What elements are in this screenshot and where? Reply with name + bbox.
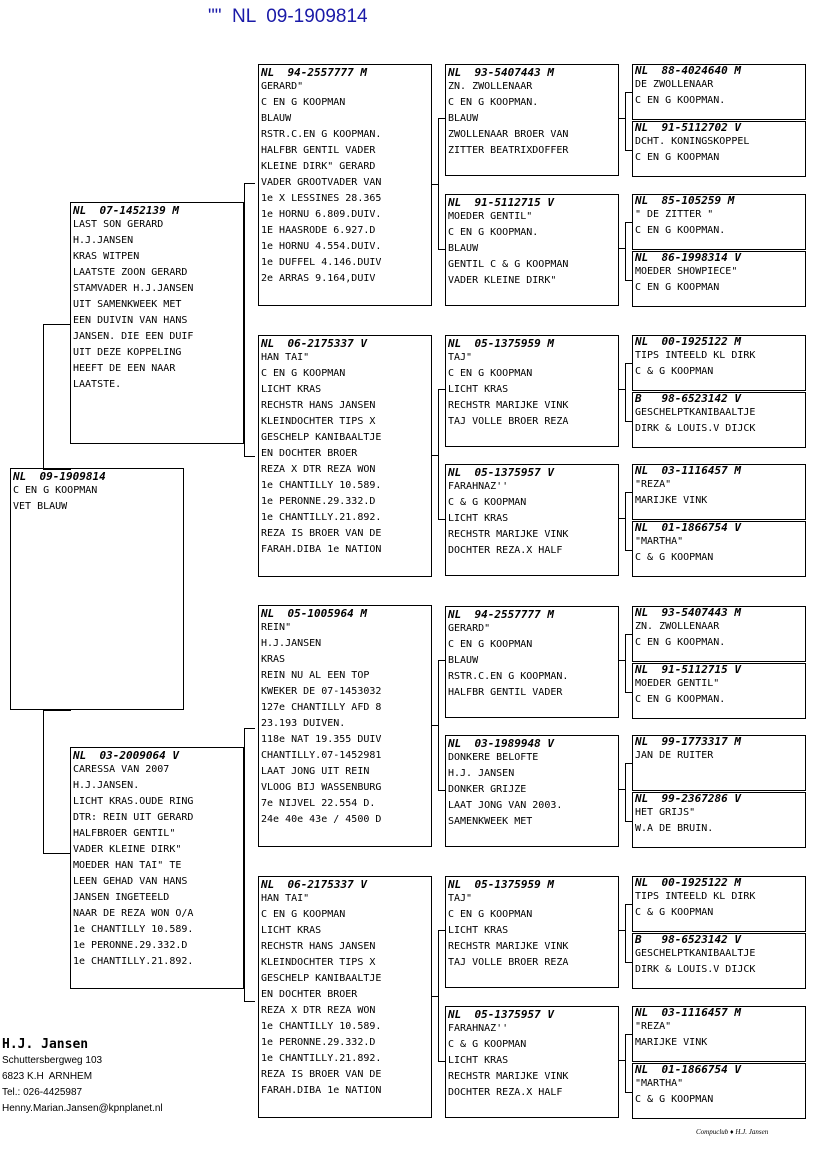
pigeon-ring-number: NL 93-5407443 M xyxy=(448,66,554,79)
pigeon-info-line: ZITTER BEATRIXDOFFER xyxy=(448,145,569,156)
great-great-grandparent-box xyxy=(632,464,806,520)
pigeon-info-line: LAAT JONG VAN 2003. xyxy=(448,800,563,811)
great-great-grandparent-box xyxy=(632,663,806,719)
pigeon-info-line: C EN G KOOPMAN xyxy=(261,909,346,920)
owner-block xyxy=(2,1036,163,1117)
pigeon-ring-number: NL 09-1909814 xyxy=(13,470,106,483)
pigeon-info-line: FARAHNAZ'' xyxy=(448,1023,509,1034)
pigeon-ring-number: NL 06-2175337 V xyxy=(261,337,367,350)
pigeon-info-line: C EN G KOOPMAN xyxy=(261,368,346,379)
pigeon-info-line: C & G KOOPMAN xyxy=(635,907,714,918)
pigeon-info-line: C EN G KOOPMAN. xyxy=(448,97,539,108)
pigeon-info-line: LICHT KRAS.OUDE RING xyxy=(73,796,194,807)
pigeon-ring-number: NL 05-1375959 M xyxy=(448,337,554,350)
pigeon-info-line: ZN. ZWOLLENAAR xyxy=(635,621,720,632)
pigeon-info-line: TIPS INTEELD KL DIRK xyxy=(635,350,756,361)
pigeon-info-line: C EN G KOOPMAN xyxy=(261,97,346,108)
pigeon-ring-number: B 98-6523142 V xyxy=(635,392,741,405)
pigeon-ring-number: NL 85-105259 M xyxy=(635,194,735,207)
great-great-grandparent-box xyxy=(632,606,806,662)
pigeon-info-line: MARIJKE VINK xyxy=(635,495,708,506)
great-grandparent-box xyxy=(445,735,619,847)
pigeon-info-line: TIPS INTEELD KL DIRK xyxy=(635,891,756,902)
pigeon-info-line: BLAUW xyxy=(448,655,479,666)
pigeon-info-line: EN DOCHTER BROER xyxy=(261,989,358,1000)
pigeon-info-line: HALFBR GENTIL VADER xyxy=(448,687,563,698)
pigeon-info-line: EEN DUIVIN VAN HANS xyxy=(73,315,188,326)
connector-bracket xyxy=(244,728,255,1002)
pigeon-info-line: KLEINE DIRK" GERARD xyxy=(261,161,376,172)
pigeon-info-line: RSTR.C.EN G KOOPMAN. xyxy=(261,129,382,140)
pigeon-info-line: JANSEN INGETEELD xyxy=(73,892,170,903)
pigeon-info-line: HAN TAI" xyxy=(261,893,310,904)
pigeon-info-line: 2e ARRAS 9.164,DUIV xyxy=(261,273,376,284)
connector-bracket xyxy=(625,222,632,281)
pigeon-info-line: LAATSTE ZOON GERARD xyxy=(73,267,188,278)
pigeon-info-line: DE ZWOLLENAAR xyxy=(635,79,714,90)
pigeon-info-line: CARESSA VAN 2007 xyxy=(73,764,170,775)
pigeon-info-line: C & G KOOPMAN xyxy=(448,497,527,508)
pigeon-info-line: VADER GROOTVADER VAN xyxy=(261,177,382,188)
pigeon-info-line: LAATSTE. xyxy=(73,379,122,390)
pigeon-info-line: VLOOG BIJ WASSENBURG xyxy=(261,782,382,793)
connector-bracket xyxy=(438,389,445,520)
pigeon-info-line: LICHT KRAS xyxy=(261,384,322,395)
pigeon-info-line: DCHT. KONINGSKOPPEL xyxy=(635,136,750,147)
pigeon-info-line: BLAUW xyxy=(261,113,292,124)
pigeon-info-line: VADER KLEINE DIRK" xyxy=(448,275,557,286)
pigeon-info-line: UIT DEZE KOPPELING xyxy=(73,347,182,358)
pigeon-ring-number: NL 03-1116457 M xyxy=(635,1006,741,1019)
pigeon-info-line: RECHSTR MARIJKE VINK xyxy=(448,400,569,411)
pigeon-ring-number: NL 05-1375957 V xyxy=(448,466,554,479)
subject-box xyxy=(10,468,184,710)
great-grandparent-box xyxy=(445,606,619,718)
pigeon-info-line: W.A DE BRUIN. xyxy=(635,823,714,834)
pigeon-info-line: ZN. ZWOLLENAAR xyxy=(448,81,533,92)
pigeon-info-line: HET GRIJS" xyxy=(635,807,696,818)
pigeon-ring-number: NL 03-2009064 V xyxy=(73,749,179,762)
connector-bracket xyxy=(625,92,632,151)
great-great-grandparent-box xyxy=(632,64,806,120)
pigeon-info-line: 1e PERONNE.29.332.D xyxy=(261,1037,376,1048)
pigeon-info-line: DIRK & LOUIS.V DIJCK xyxy=(635,964,756,975)
pigeon-info-line: "MARTHA" xyxy=(635,1078,684,1089)
pigeon-info-line: C EN G KOOPMAN xyxy=(448,639,533,650)
grandparent-box xyxy=(258,335,432,577)
pigeon-info-line: 1e PERONNE.29.332.D xyxy=(261,496,376,507)
pigeon-info-line: JAN DE RUITER xyxy=(635,750,714,761)
pigeon-ring-number: NL 99-1773317 M xyxy=(635,735,741,748)
pigeon-info-line: C EN G KOOPMAN. xyxy=(635,637,726,648)
pigeon-info-line: LICHT KRAS xyxy=(448,513,509,524)
pigeon-ring-number: NL 05-1375959 M xyxy=(448,878,554,891)
pigeon-info-line: 1e DUFFEL 4.146.DUIV xyxy=(261,257,382,268)
pigeon-ring-number: NL 91-5112702 V xyxy=(635,121,741,134)
pigeon-info-line: DONKER GRIJZE xyxy=(448,784,527,795)
connector-bracket xyxy=(625,634,632,693)
pigeon-info-line: LICHT KRAS xyxy=(448,925,509,936)
pigeon-info-line: FARAH.DIBA 1e NATION xyxy=(261,544,382,555)
pigeon-info-line: FARAHNAZ'' xyxy=(448,481,509,492)
pigeon-info-line: REIN" xyxy=(261,622,292,633)
connector-bracket xyxy=(43,324,71,470)
great-great-grandparent-box xyxy=(632,121,806,177)
pigeon-info-line: "REZA" xyxy=(635,479,672,490)
pigeon-info-line: BLAUW xyxy=(448,243,479,254)
pigeon-info-line: C EN G KOOPMAN xyxy=(448,909,533,920)
connector-bracket xyxy=(43,710,71,854)
pigeon-ring-number: NL 91-5112715 V xyxy=(448,196,554,209)
pigeon-info-line: GESCHELP KANIBAALTJE xyxy=(261,432,382,443)
pigeon-info-line: REZA X DTR REZA WON xyxy=(261,464,376,475)
great-great-grandparent-box xyxy=(632,194,806,250)
pigeon-info-line: BLAUW xyxy=(448,113,479,124)
pigeon-info-line: DOCHTER REZA.X HALF xyxy=(448,545,563,556)
owner-phone: Tel.: 026-4425987 xyxy=(2,1087,83,1098)
pigeon-info-line: REZA X DTR REZA WON xyxy=(261,1005,376,1016)
pigeon-info-line: C & G KOOPMAN xyxy=(635,552,714,563)
pigeon-info-line: TAJ" xyxy=(448,893,473,904)
pigeon-ring-number: NL 99-2367286 V xyxy=(635,792,741,805)
pigeon-info-line: RSTR.C.EN G KOOPMAN. xyxy=(448,671,569,682)
owner-address: Schuttersbergweg 103 xyxy=(2,1055,103,1066)
pigeon-info-line: VET BLAUW xyxy=(13,501,68,512)
pigeon-info-line: LAST SON GERARD xyxy=(73,219,164,230)
grandparent-box xyxy=(258,64,432,306)
pigeon-info-line: 127e CHANTILLY AFD 8 xyxy=(261,702,382,713)
pigeon-info-line: HEEFT DE EEN NAAR xyxy=(73,363,176,374)
pigeon-info-line: STAMVADER H.J.JANSEN xyxy=(73,283,194,294)
great-great-grandparent-box xyxy=(632,335,806,391)
sire-box xyxy=(70,202,244,444)
pigeon-info-line: KLEINDOCHTER TIPS X xyxy=(261,957,376,968)
great-great-grandparent-box xyxy=(632,792,806,848)
pigeon-ring-number: NL 07-1452139 M xyxy=(73,204,179,217)
pigeon-ring-number: NL 00-1925122 M xyxy=(635,876,741,889)
pigeon-info-line: 118e NAT 19.355 DUIV xyxy=(261,734,382,745)
pigeon-info-line: KRAS WITPEN xyxy=(73,251,140,262)
pigeon-info-line: EN DOCHTER BROER xyxy=(261,448,358,459)
pigeon-info-line: REIN NU AL EEN TOP xyxy=(261,670,370,681)
pigeon-info-line: "MARTHA" xyxy=(635,536,684,547)
pigeon-info-line: LICHT KRAS xyxy=(448,384,509,395)
grandparent-box xyxy=(258,876,432,1118)
pigeon-info-line: C EN G KOOPMAN xyxy=(13,485,98,496)
pigeon-info-line: H.J.JANSEN xyxy=(73,235,134,246)
pigeon-info-line: GESCHELPTKANIBAALTJE xyxy=(635,948,756,959)
great-great-grandparent-box xyxy=(632,251,806,307)
grandparent-box xyxy=(258,605,432,847)
pigeon-info-line: 1e CHANTILLY.21.892. xyxy=(73,956,194,967)
footer-credit: Compuclub ♦ H.J. Jansen xyxy=(696,1128,769,1136)
pigeon-info-line: KLEINDOCHTER TIPS X xyxy=(261,416,376,427)
pigeon-ring-number: NL 94-2557777 M xyxy=(261,66,367,79)
connector-bracket xyxy=(625,363,632,422)
pigeon-info-line: RECHSTR HANS JANSEN xyxy=(261,941,376,952)
great-great-grandparent-box xyxy=(632,521,806,577)
pigeon-info-line: GERARD" xyxy=(261,81,304,92)
great-great-grandparent-box xyxy=(632,933,806,989)
great-grandparent-box xyxy=(445,194,619,306)
pigeon-info-line: 1e CHANTILLY 10.589. xyxy=(261,480,382,491)
great-great-grandparent-box xyxy=(632,735,806,791)
pigeon-info-line: 24e 40e 43e / 4500 D xyxy=(261,814,382,825)
great-great-grandparent-box xyxy=(632,1063,806,1119)
pigeon-info-line: C & G KOOPMAN xyxy=(635,366,714,377)
pigeon-info-line: UIT SAMENKWEEK MET xyxy=(73,299,182,310)
pigeon-ring-number: NL 88-4024640 M xyxy=(635,64,741,77)
pigeon-info-line: JANSEN. DIE EEN DUIF xyxy=(73,331,194,342)
pigeon-ring-number: B 98-6523142 V xyxy=(635,933,741,946)
pigeon-info-line: GESCHELP KANIBAALTJE xyxy=(261,973,382,984)
connector-bracket xyxy=(438,660,445,791)
pigeon-info-line: KRAS xyxy=(261,654,286,665)
great-grandparent-box xyxy=(445,335,619,447)
connector-bracket xyxy=(625,763,632,822)
pigeon-info-line: RECHSTR MARIJKE VINK xyxy=(448,941,569,952)
pigeon-info-line: 1e X LESSINES 28.365 xyxy=(261,193,382,204)
connector-bracket xyxy=(438,118,445,250)
pigeon-info-line: DTR: REIN UIT GERARD xyxy=(73,812,194,823)
pigeon-info-line: DIRK & LOUIS.V DIJCK xyxy=(635,423,756,434)
great-grandparent-box xyxy=(445,464,619,576)
connector-bracket xyxy=(438,930,445,1062)
pigeon-ring-number: NL 93-5407443 M xyxy=(635,606,741,619)
pigeon-info-line: MOEDER SHOWPIECE" xyxy=(635,266,738,277)
pigeon-info-line: ZWOLLENAAR BROER VAN xyxy=(448,129,569,140)
great-grandparent-box xyxy=(445,876,619,988)
pigeon-info-line: KWEKER DE 07-1453032 xyxy=(261,686,382,697)
great-great-grandparent-box xyxy=(632,1006,806,1062)
pigeon-info-line: HAN TAI" xyxy=(261,352,310,363)
pigeon-info-line: "REZA" xyxy=(635,1021,672,1032)
pigeon-info-line: C EN G KOOPMAN. xyxy=(448,227,539,238)
pigeon-info-line: LICHT KRAS xyxy=(261,925,322,936)
pigeon-info-line: 1e PERONNE.29.332.D xyxy=(73,940,188,951)
pigeon-ring-number: NL 01-1866754 V xyxy=(635,521,741,534)
pigeon-info-line: RECHSTR MARIJKE VINK xyxy=(448,1071,569,1082)
connector-bracket xyxy=(625,492,632,551)
pigeon-info-line: 1e HORNU 6.809.DUIV. xyxy=(261,209,382,220)
owner-postcode: 6823 K.H ARNHEM xyxy=(2,1071,93,1082)
pigeon-info-line: HALFBROER GENTIL" xyxy=(73,828,176,839)
great-grandparent-box xyxy=(445,1006,619,1118)
pigeon-info-line: C EN G KOOPMAN xyxy=(448,368,533,379)
pigeon-info-line: REZA IS BROER VAN DE xyxy=(261,528,382,539)
pigeon-info-line: H.J.JANSEN xyxy=(261,638,322,649)
dam-box xyxy=(70,747,244,989)
pigeon-info-line: C EN G KOOPMAN. xyxy=(635,694,726,705)
pigeon-info-line: 7e NIJVEL 22.554 D. xyxy=(261,798,376,809)
pigeon-info-line: C & G KOOPMAN xyxy=(635,1094,714,1105)
connector-bracket xyxy=(625,904,632,963)
pigeon-info-line: HALFBR GENTIL VADER xyxy=(261,145,376,156)
pigeon-ring-number: NL 86-1998314 V xyxy=(635,251,741,264)
pigeon-info-line: DONKERE BELOFTE xyxy=(448,752,539,763)
pigeon-info-line: C EN G KOOPMAN. xyxy=(635,95,726,106)
pigeon-ring-number: NL 00-1925122 M xyxy=(635,335,741,348)
pigeon-info-line: " DE ZITTER " xyxy=(635,209,714,220)
pigeon-info-line: 1e CHANTILLY 10.589. xyxy=(261,1021,382,1032)
pedigree-title: "" NL 09-1909814 xyxy=(208,6,368,27)
pigeon-info-line: 1e CHANTILLY 10.589. xyxy=(73,924,194,935)
pigeon-info-line: SAMENKWEEK MET xyxy=(448,816,533,827)
pigeon-info-line: GESCHELPTKANIBAALTJE xyxy=(635,407,756,418)
pigeon-info-line: VADER KLEINE DIRK" xyxy=(73,844,182,855)
pigeon-ring-number: NL 05-1375957 V xyxy=(448,1008,554,1021)
pigeon-info-line: 1e HORNU 4.554.DUIV. xyxy=(261,241,382,252)
pigeon-info-line: TAJ VOLLE BROER REZA xyxy=(448,416,569,427)
pigeon-ring-number: NL 03-1989948 V xyxy=(448,737,554,750)
pigeon-info-line: MARIJKE VINK xyxy=(635,1037,708,1048)
pigeon-info-line: MOEDER GENTIL" xyxy=(635,678,720,689)
pigeon-info-line: H.J.JANSEN. xyxy=(73,780,140,791)
pigeon-info-line: LEEN GEHAD VAN HANS xyxy=(73,876,188,887)
pigeon-info-line: RECHSTR HANS JANSEN xyxy=(261,400,376,411)
pigeon-info-line: CHANTILLY.07-1452981 xyxy=(261,750,382,761)
great-grandparent-box xyxy=(445,64,619,176)
pigeon-info-line: REZA IS BROER VAN DE xyxy=(261,1069,382,1080)
pigeon-ring-number: NL 03-1116457 M xyxy=(635,464,741,477)
pigeon-info-line: GERARD" xyxy=(448,623,491,634)
pigeon-ring-number: NL 05-1005964 M xyxy=(261,607,367,620)
pigeon-info-line: H.J. JANSEN xyxy=(448,768,515,779)
pigeon-info-line: LICHT KRAS xyxy=(448,1055,509,1066)
great-great-grandparent-box xyxy=(632,876,806,932)
connector-bracket xyxy=(625,1034,632,1093)
pigeon-info-line: RECHSTR MARIJKE VINK xyxy=(448,529,569,540)
pigeon-info-line: 1e CHANTILLY.21.892. xyxy=(261,1053,382,1064)
pigeon-info-line: NAAR DE REZA WON O/A xyxy=(73,908,194,919)
pigeon-ring-number: NL 94-2557777 M xyxy=(448,608,554,621)
great-great-grandparent-box xyxy=(632,392,806,448)
pigeon-info-line: LAAT JONG UIT REIN xyxy=(261,766,370,777)
connector-bracket xyxy=(244,183,255,457)
pigeon-info-line: 1e CHANTILLY.21.892. xyxy=(261,512,382,523)
pigeon-info-line: DOCHTER REZA.X HALF xyxy=(448,1087,563,1098)
pigeon-ring-number: NL 01-1866754 V xyxy=(635,1063,741,1076)
pigeon-info-line: C EN G KOOPMAN xyxy=(635,152,720,163)
pigeon-info-line: 1E HAASRODE 6.927.D xyxy=(261,225,376,236)
pigeon-ring-number: NL 91-5112715 V xyxy=(635,663,741,676)
pigeon-ring-number: NL 06-2175337 V xyxy=(261,878,367,891)
owner-name: H.J. Jansen xyxy=(2,1037,89,1052)
pigeon-info-line: TAJ" xyxy=(448,352,473,363)
pigeon-info-line: C & G KOOPMAN xyxy=(448,1039,527,1050)
pigeon-info-line: C EN G KOOPMAN. xyxy=(635,225,726,236)
pigeon-info-line: GENTIL C & G KOOPMAN xyxy=(448,259,569,270)
owner-email: Henny.Marian.Jansen@kpnplanet.nl xyxy=(2,1103,163,1114)
pigeon-info-line: MOEDER GENTIL" xyxy=(448,211,533,222)
pigeon-info-line: C EN G KOOPMAN xyxy=(635,282,720,293)
pigeon-info-line: TAJ VOLLE BROER REZA xyxy=(448,957,569,968)
pigeon-info-line: MOEDER HAN TAI" TE xyxy=(73,860,182,871)
pigeon-info-line: FARAH.DIBA 1e NATION xyxy=(261,1085,382,1096)
pigeon-info-line: 23.193 DUIVEN. xyxy=(261,718,346,729)
